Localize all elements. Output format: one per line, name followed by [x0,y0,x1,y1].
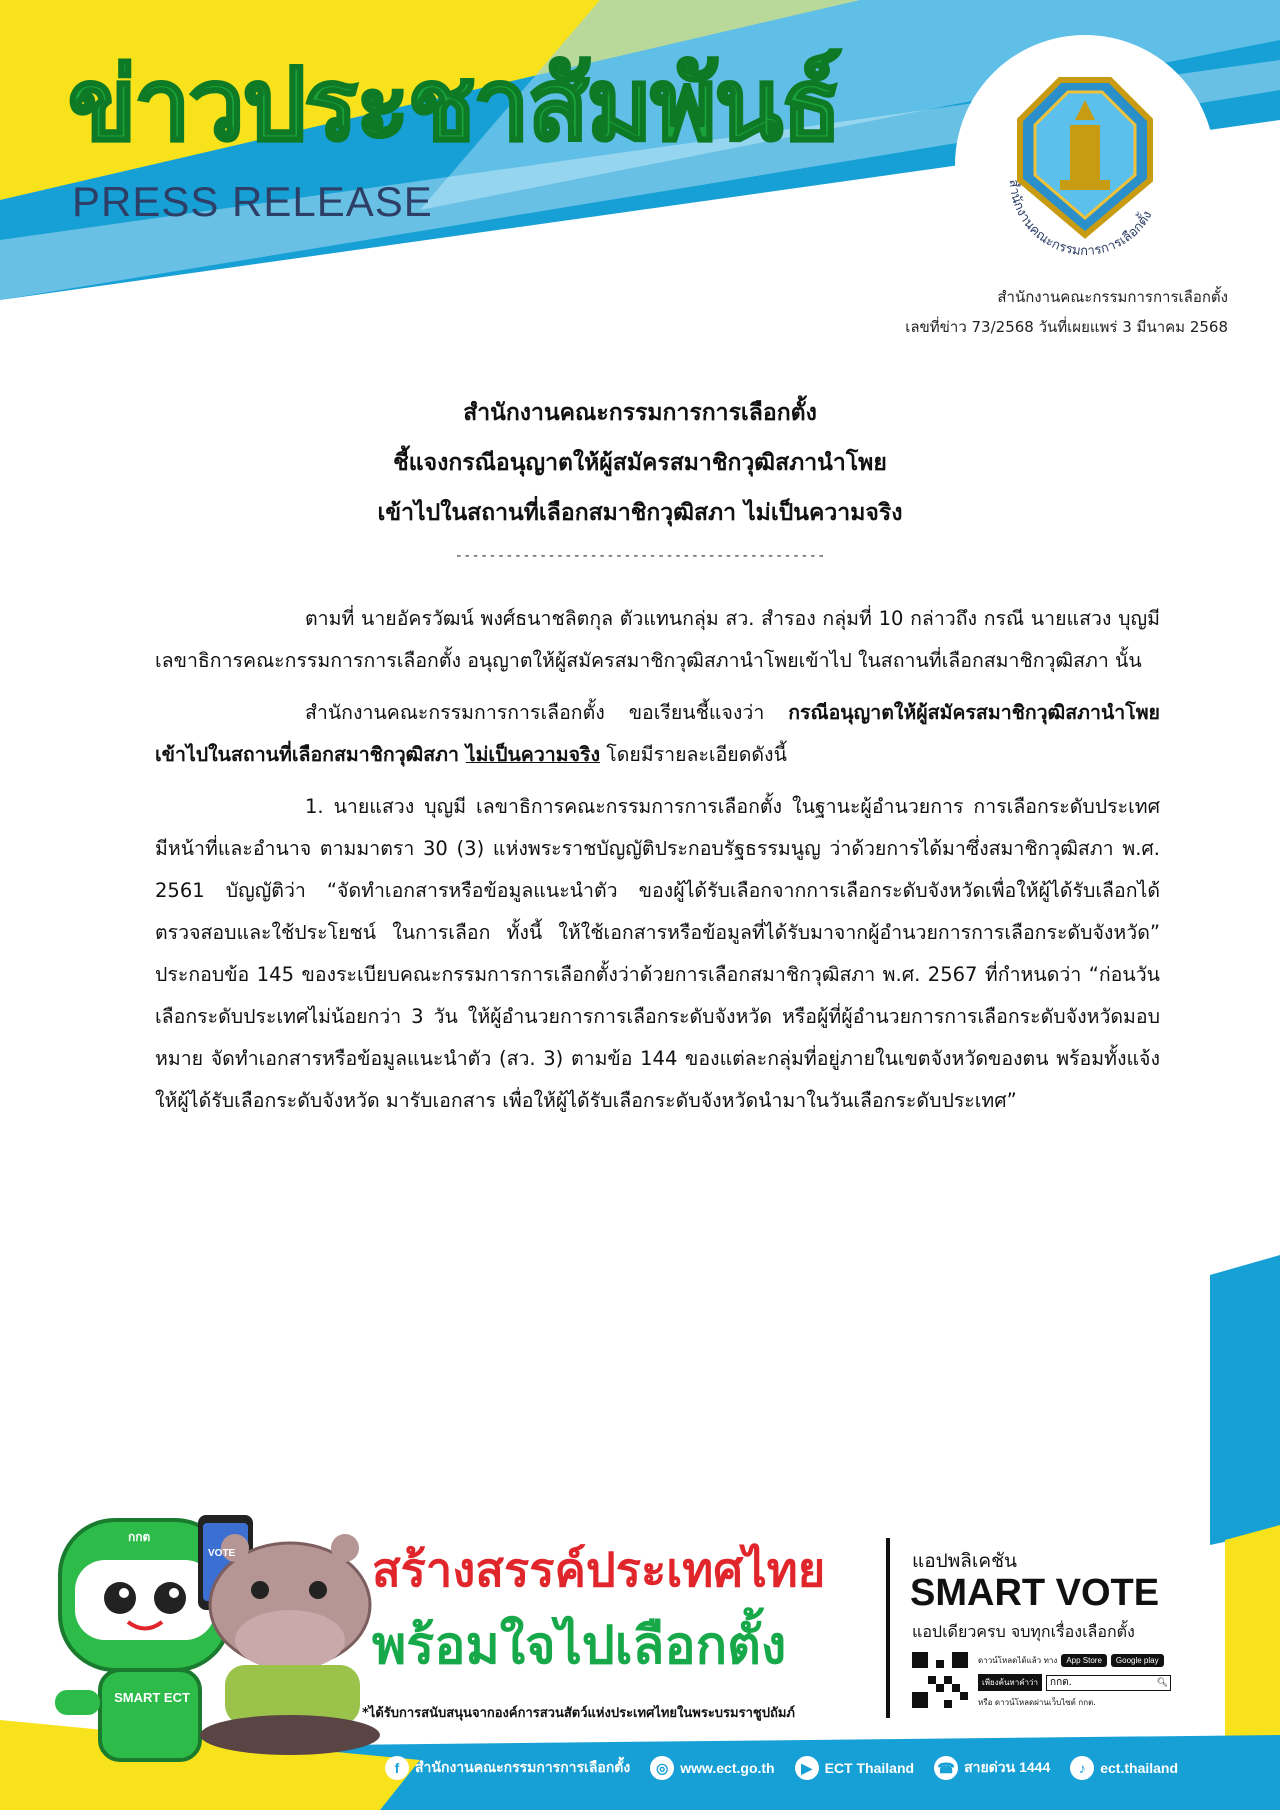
meta-release-line: เลขที่ข่าว 73/2568 วันที่เผยแพร่ 3 มีนาคม 2568 [905,318,1228,336]
qr-code-icon[interactable] [912,1652,968,1708]
meta-office: สำนักงานคณะกรรมการการเลือกตั้ง [997,288,1228,306]
ect-logo [990,70,1180,260]
header-title: ข่าวประชาสัมพันธ์ [68,46,840,163]
paragraph-2 [155,692,1160,776]
headline-line-2: ชี้แจงกรณีอนุญาตให้ผู้สมัครสมาชิกวุฒิสภานำโพย [393,450,887,476]
headline [140,388,1140,538]
app-name: SMART VOTE [910,1572,1160,1614]
paragraph-2-underline: ไม่เป็นความจริง [465,743,601,766]
paragraph-3 [155,786,1160,1122]
banner-note: *ได้รับการสนับสนุนจากองค์การสวนสัตว์แห่งประเทศไทยในพระบรมราชูปถัมภ์ [362,1706,795,1721]
mascot-hippo [200,1534,380,1755]
phone-text: VOTE [208,1548,236,1559]
search-row [978,1674,1171,1691]
phone-call-icon: ☎ [934,1756,958,1780]
paragraph-2-bold: กรณีอนุญาตให้ผู้สมัครสมาชิกวุฒิสภานำโพยเข้าไปในสถานที่เลือกสมาชิกวุฒิสภา [155,701,1160,766]
tiktok-icon: ♪ [1070,1756,1094,1780]
footer-facebook[interactable] [385,1756,630,1780]
side-yellow-band [1225,1525,1280,1750]
headline-line-3: เข้าไปในสถานที่เลือกสมาชิกวุฒิสภา ไม่เป็นความจริง [377,500,903,526]
globe-icon: ◎ [650,1756,674,1780]
header-subtitle: PRESS RELEASE [72,178,433,225]
search-value: กกต. [1050,1676,1072,1688]
footer-website[interactable] [650,1756,774,1780]
banner-line-1: สร้างสรรค์ประเทศไทย [372,1543,826,1598]
footer-website-text: www.ect.go.th [680,1760,775,1776]
logo-ring-text: สำนักงานคณะกรรมการการเลือกตั้ง [1005,178,1156,260]
footer-hotline-text: สายด่วน 1444 [964,1759,1051,1775]
download-row [978,1654,1164,1667]
footer-youtube-text: ECT Thailand [824,1760,915,1776]
release-meta [905,282,1228,342]
headline-line-1: สำนักงานคณะกรรมการการเลือกตั้ง [463,400,817,426]
footer-tiktok-text: ect.thailand [1100,1760,1179,1776]
ect-emblem-icon [990,70,1180,260]
mascot-shirt-text: SMART ECT [114,1690,190,1705]
side-blue-band [1210,1255,1280,1545]
google-play-button[interactable]: Google play [1111,1654,1164,1667]
banner-line-2: พร้อมใจไปเลือกตั้ง [372,1616,787,1676]
footer-youtube[interactable] [795,1756,914,1780]
paragraph-2-start: สำนักงานคณะกรรมการการเลือกตั้ง ขอเรียนชี้แจงว่า [305,701,789,724]
app-label: แอปพลิเคชัน [912,1550,1017,1572]
footer-facebook-text: สำนักงานคณะกรรมการการเลือกตั้ง [415,1759,631,1775]
search-icon: 🔍︎ [1156,1677,1169,1688]
paragraph-2-end: โดยมีรายละเอียดดังนี้ [600,743,787,766]
download-text: ดาวน์โหลดได้แล้ว ทาง [978,1656,1058,1665]
banner-divider [886,1538,890,1718]
app-tagline: แอปเดียวครบ จบทุกเรื่องเลือกตั้ง [912,1622,1135,1641]
app-store-button[interactable]: App Store [1061,1654,1107,1667]
download-website-text: หรือ ดาวน์โหลดผ่านเว็บไซต์ กกต. [978,1698,1096,1707]
mascot-badge: กกต [128,1530,151,1544]
footer-hotline[interactable] [934,1756,1050,1780]
release-body [155,598,1160,1132]
facebook-icon: f [385,1756,409,1780]
footer-tiktok[interactable] [1070,1756,1178,1780]
search-box[interactable] [1046,1675,1171,1691]
paragraph-1-text: ตามที่ นายอัครวัฒน์ พงศ์ธนาชลิตกุล ตัวแทนกลุ่ม สว. สำรอง กลุ่มที่ 10 กล่าวถึง กรณี นายแสวง บุญมี เลขาธิการคณะกรรมการการเลือกตั้ง อนุญาตให้ผู้สมัครสมาชิกวุฒิสภานำโพยเข้าไป ในสถานที่เลือกสมาชิกวุฒิสภา นั้น [155,607,1160,672]
youtube-icon: ▶ [795,1756,819,1780]
headline-divider: -------------------------------------------- [454,548,826,564]
search-label: เพียงค้นหาคำว่า [978,1674,1042,1691]
paragraph-3-text: 1. นายแสวง บุญมี เลขาธิการคณะกรรมการการเลือกตั้ง ในฐานะผู้อำนวยการ การเลือกระดับประเทศมีหน้าที่และอำนาจ ตามมาตรา 30 (3) แห่งพระราชบัญญัติประกอบรัฐธรรมนูญ ว่าด้วยการได้มาซึ่งสมาชิกวุฒิสภา พ.ศ. 2561 บัญญัติว่า “จัดทำเอกสารหรือข้อมูลแนะนำตัว ของผู้ได้รับเลือกจากการเลือกระดับจังหวัดเพื่อให้ผู้ได้รับเลือกได้ตรวจสอบและใช้ประโยชน์ ในการเลือก ทั้งนี้ ให้ใช้เอกสารหรือข้อมูลที่ได้รับมาจากผู้อำนวยการการเลือกระดับจังหวัด” ประกอบข้อ 145 ของระเบียบคณะกรรมการการเลือกตั้งว่าด้วยการเลือกสมาชิกวุฒิสภา พ.ศ. 2567 ที่กำหนดว่า “ก่อนวันเลือกระดับประเทศไม่น้อยกว่า 3 วัน ให้ผู้อำนวยการการเลือกระดับจังหวัด หรือผู้ที่ผู้อำนวยการการเลือกระดับจังหวัดมอบหมาย จัดทำเอกสารหรือข้อมูลแนะนำตัว (สว. 3) ตามข้อ 144 ของแต่ละกลุ่มที่อยู่ภายในเขตจังหวัดของตน พร้อมทั้งแจ้งให้ผู้ได้รับเลือกระดับจังหวัด มารับเอกสาร เพื่อให้ผู้ได้รับเลือกระดับจังหวัดนำมาในวันเลือกระดับประเทศ” [155,795,1160,1112]
footer-contacts [385,1750,1192,1786]
paragraph-1 [155,598,1160,682]
